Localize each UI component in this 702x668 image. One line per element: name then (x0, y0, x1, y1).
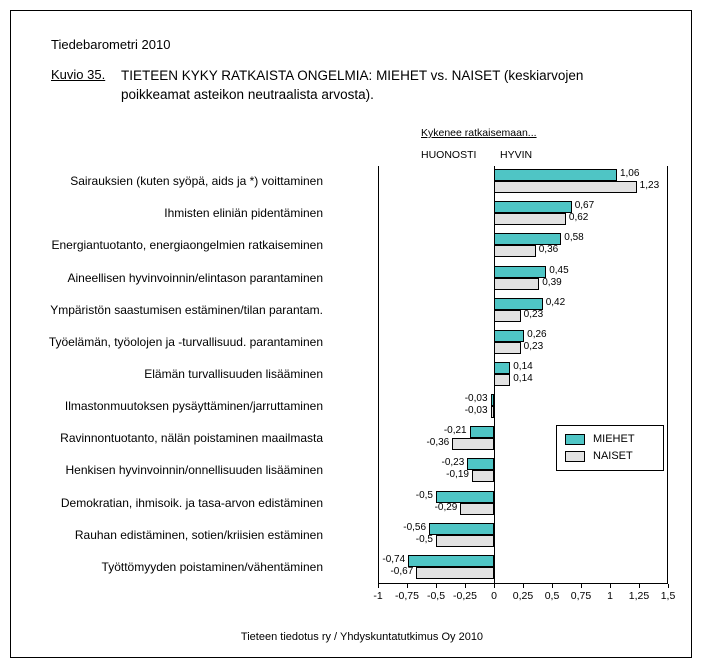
chart-plot-area (48, 166, 676, 602)
bar-value-label: 0,39 (542, 276, 562, 288)
figure-footer: Tieteen tiedotus ry / Yhdyskuntatutkimus Oy 2010 (240, 631, 484, 643)
bar-miehet (494, 266, 546, 278)
document-title: Tiedebarometri 2010 (51, 37, 171, 52)
x-axis-tick (407, 584, 408, 588)
chart-row (101, 552, 668, 584)
chart-legend (556, 425, 664, 471)
bar-value-label: -0,67 (390, 565, 414, 577)
bar-value-label: -0,36 (426, 437, 450, 449)
bar-naiset (494, 374, 510, 386)
x-axis-tick-label: -0,25 (453, 590, 477, 602)
category-label: Aineellisen hyvinvoinnin/elintason parantaminen (67, 270, 323, 285)
figure-frame (10, 10, 692, 658)
chart-row (64, 391, 668, 423)
bar-miehet (494, 362, 510, 374)
bar-value-label: -0,03 (464, 405, 488, 417)
x-axis-tick (552, 584, 553, 588)
bar-value-label: 0,23 (523, 340, 544, 352)
chart-row (67, 262, 668, 294)
chart-row (51, 230, 668, 262)
x-axis-tick (378, 584, 379, 588)
category-label: Rauhan edistäminen, sotien/kriisien estäminen (74, 527, 323, 542)
chart-row (48, 327, 668, 359)
x-axis-tick-label: -0,75 (395, 590, 419, 602)
x-axis-tick (494, 584, 495, 588)
figure-caption: TIETEEN KYKY RATKAISTA ONGELMIA: MIEHET vs. NAISET (keskiarvojen poikkeamat asteikon neutraalista arvosta). (121, 68, 584, 102)
bar-value-label: 0,36 (538, 244, 559, 256)
bar-naiset (494, 245, 536, 257)
legend-swatch-miehet (565, 434, 585, 445)
bar-value-label: 1,23 (639, 180, 660, 192)
x-axis-tick-label: -1 (373, 590, 383, 602)
category-label: Demokratian, ihmisoik. ja tasa-arvon edistäminen (60, 495, 323, 510)
bar-value-label: -0,19 (446, 469, 469, 481)
bar-naiset (472, 470, 494, 482)
x-axis-tick-label: 1 (607, 590, 613, 602)
figure-number: Kuvio 35. (51, 67, 106, 82)
bar-miehet (467, 458, 494, 470)
bar-naiset (491, 406, 494, 418)
legend-label-miehet: MIEHET (593, 433, 635, 445)
bar-value-label: 0,23 (523, 308, 544, 320)
bar-miehet (491, 394, 494, 406)
x-axis-tick (668, 584, 669, 588)
bar-miehet (494, 201, 572, 213)
x-axis-tick-label: 0,25 (512, 590, 534, 602)
bar-value-label: 0,26 (527, 328, 547, 340)
bar-naiset (494, 213, 566, 225)
chart-row (60, 488, 668, 520)
x-axis-tick (465, 584, 466, 588)
legend-label-naiset: NAISET (593, 450, 633, 462)
x-axis-tick-label: 0,75 (570, 590, 592, 602)
category-label: Elämän turvallisuuden lisääminen (144, 366, 323, 381)
category-label: Ravinnontuotanto, nälän poistaminen maailmasta (60, 431, 323, 446)
category-label: Henkisen hyvinvoinnin/onnellisuuden lisääminen (65, 463, 323, 478)
bar-value-label: 0,14 (513, 372, 533, 384)
category-label: Ilmastonmuutoksen pysäyttäminen/jarruttaminen (64, 399, 323, 414)
x-axis-tick (436, 584, 437, 588)
chart-row (70, 166, 668, 198)
chart-row (164, 198, 668, 230)
category-label: Ihmisten eliniän pidentäminen (164, 206, 323, 221)
x-axis-tick-label: -0,5 (426, 590, 446, 602)
bar-naiset (460, 503, 494, 515)
bar-value-label: -0,03 (464, 393, 488, 405)
bar-miehet (470, 426, 494, 438)
bar-value-label: 0,45 (549, 264, 569, 276)
bar-miehet (494, 169, 617, 181)
bar-value-label: 0,67 (574, 200, 595, 212)
category-label: Työelämän, työolojen ja -turvallisuud. parantaminen (48, 334, 323, 349)
bar-miehet (408, 555, 494, 567)
bar-value-label: -0,21 (443, 425, 467, 437)
bar-naiset (494, 310, 521, 322)
direction-label-right: HYVIN (500, 149, 533, 161)
bar-value-label: 0,42 (545, 296, 566, 308)
bar-naiset (416, 567, 494, 579)
x-axis-tick-label: 1,5 (660, 590, 676, 602)
bar-value-label: 0,14 (513, 360, 533, 372)
bar-naiset (436, 535, 494, 547)
bar-miehet (429, 523, 494, 535)
bar-naiset (452, 438, 494, 450)
chart-row (50, 295, 668, 327)
legend-swatch-naiset (565, 451, 585, 462)
chart-row (144, 359, 668, 391)
x-axis-tick (639, 584, 640, 588)
direction-label-left: HUONOSTI (421, 149, 477, 161)
chart-row (74, 520, 668, 552)
axis-note: Kykenee ratkaisemaan... (421, 127, 537, 139)
bar-naiset (494, 181, 637, 193)
bar-miehet (494, 330, 524, 342)
bar-value-label: -0,74 (382, 553, 406, 565)
x-axis-tick (610, 584, 611, 588)
bar-value-label: 0,62 (568, 212, 589, 224)
bar-value-label: -0,5 (415, 489, 433, 501)
bar-value-label: 0,58 (564, 232, 584, 244)
x-axis-tick (523, 584, 524, 588)
category-label: Työttömyyden poistaminen/vähentäminen (101, 559, 323, 574)
bar-value-label: -0,23 (441, 457, 465, 469)
bar-naiset (494, 342, 521, 354)
category-label: Ympäristön saastumisen estäminen/tilan parantam. (50, 302, 323, 317)
x-axis-tick (581, 584, 582, 588)
category-label: Sairauksien (kuten syöpä, aids ja *) voittaminen (70, 174, 323, 189)
x-axis-tick-label: 0 (491, 590, 497, 602)
x-axis-tick-label: 0,5 (544, 590, 560, 602)
bar-value-label: 1,06 (619, 168, 640, 180)
bar-naiset (494, 278, 539, 290)
x-axis-tick-label: 1,25 (628, 590, 650, 602)
bar-value-label: -0,56 (403, 521, 427, 533)
bar-value-label: -0,29 (434, 501, 458, 513)
category-label: Energiantuotanto, energiaongelmien ratkaiseminen (51, 238, 323, 253)
bar-value-label: -0,5 (415, 533, 433, 545)
